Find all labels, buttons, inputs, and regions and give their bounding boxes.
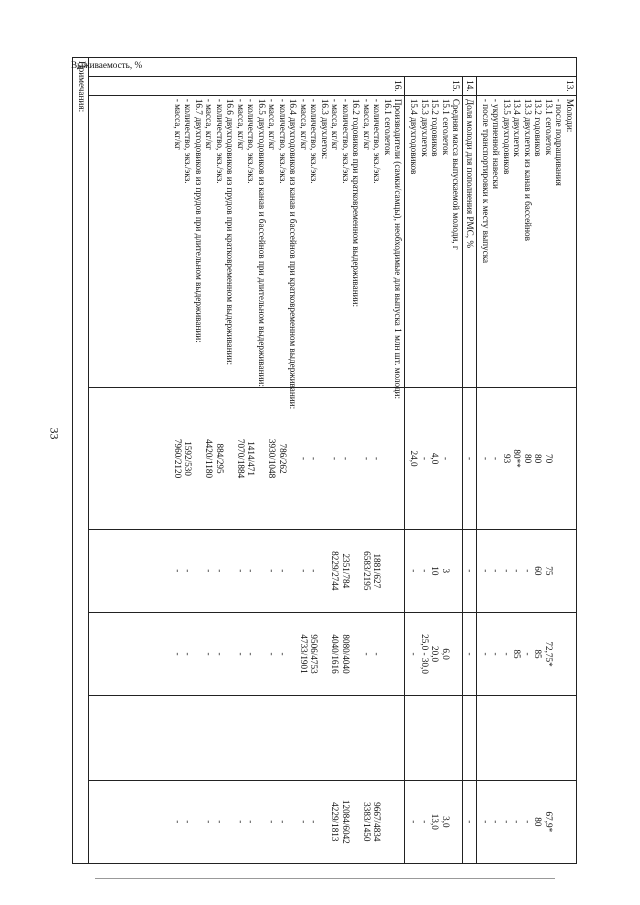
value-line: -	[512, 569, 523, 573]
description-line: - масса, кг/кг	[330, 98, 341, 150]
value-line: 3,0	[441, 816, 451, 828]
value-line	[393, 699, 404, 777]
value-line	[257, 533, 268, 609]
value-line: -	[183, 820, 194, 824]
value-line	[554, 616, 565, 692]
value-cell-col-4	[463, 696, 477, 781]
value-line: -	[215, 569, 225, 573]
value-line: -	[204, 820, 215, 824]
value-line: 80**	[512, 449, 523, 468]
value-line: 93	[502, 453, 512, 464]
value-line	[351, 391, 362, 525]
value-line: 4733/1901	[299, 634, 309, 674]
value-line: 60	[533, 566, 544, 576]
row-description	[89, 95, 406, 410]
value-line	[194, 784, 205, 860]
value-line: -	[341, 457, 351, 461]
value-line: -	[491, 820, 502, 824]
value-line: 72,75*	[544, 641, 554, 667]
value-line	[481, 699, 492, 777]
value-line: -	[420, 569, 430, 573]
description-line: - масса, кг/кг	[299, 98, 309, 150]
description-line: 13.5 двухгодовиков	[502, 98, 512, 175]
value-line	[309, 699, 320, 777]
value-line	[362, 699, 373, 777]
value-line	[393, 391, 404, 525]
value-line: -	[512, 820, 523, 824]
value-line: -	[409, 820, 420, 824]
value-line	[320, 784, 331, 860]
value-line: -	[523, 820, 533, 824]
value-line	[246, 699, 257, 777]
row-description	[477, 95, 577, 388]
value-line	[512, 699, 523, 777]
value-line: 70	[544, 453, 554, 464]
value-line	[194, 391, 205, 525]
description-line: 13.2 годовиков	[533, 98, 544, 157]
value-line	[451, 699, 462, 777]
value-line	[351, 699, 362, 777]
value-line: 4229/1813	[330, 802, 341, 842]
value-line	[194, 699, 205, 777]
value-line: -	[502, 820, 512, 824]
table-row	[477, 58, 577, 864]
value-line: -	[372, 652, 383, 656]
value-line	[565, 391, 576, 525]
value-line: 3930/1048	[267, 438, 278, 479]
description-line: - количество, экз./экз.	[309, 98, 320, 184]
value-line	[351, 616, 362, 692]
rotated-table-block	[72, 57, 577, 864]
description-line: 16.6 двухгодовиков из прудов при кратковременном выдерживании:	[225, 98, 236, 366]
value-cell-col-1	[405, 388, 463, 529]
value-line: 3383/1450	[362, 802, 372, 842]
value-cell-col-5	[405, 780, 463, 863]
value-cell-col-4	[89, 696, 406, 781]
value-line	[451, 533, 462, 609]
value-line	[372, 699, 383, 777]
description-line: - масса, кг/кг	[362, 98, 372, 150]
value-line	[267, 699, 278, 777]
value-line	[173, 699, 184, 777]
value-line	[320, 699, 331, 777]
value-line: -	[246, 652, 257, 656]
value-line	[288, 699, 299, 777]
value-line	[225, 699, 236, 777]
value-line	[257, 616, 268, 692]
value-line: 786/262	[278, 443, 288, 474]
value-line	[236, 699, 247, 777]
description-line: Доля молоди для пополнения РМС, %	[465, 98, 475, 249]
value-line: -	[183, 569, 194, 573]
description-line: - количество, экз./экз.	[215, 98, 225, 184]
value-line	[554, 784, 565, 860]
description-line: - укрупненной навески	[491, 98, 502, 189]
row-number: 16.	[89, 76, 406, 95]
value-line	[225, 616, 236, 692]
notes-row	[73, 58, 89, 864]
value-line	[523, 699, 534, 777]
value-line	[183, 699, 194, 777]
value-line: 6583/2195	[362, 551, 372, 591]
value-line: -	[246, 820, 257, 824]
value-line	[215, 699, 226, 777]
value-line: 67,9*	[544, 811, 554, 833]
value-line	[465, 699, 476, 777]
value-line: -	[236, 652, 246, 656]
value-line: -	[481, 652, 491, 656]
value-line: 1592/530	[183, 441, 194, 476]
value-line	[565, 616, 576, 692]
value-line: 7070/1884	[236, 438, 246, 479]
value-line: -	[465, 652, 475, 656]
value-line: 80	[523, 453, 533, 464]
description-line: 16.1 сеголеток	[383, 98, 393, 156]
value-line	[533, 699, 544, 777]
value-line: 24,0	[409, 450, 420, 467]
value-line	[393, 784, 404, 860]
row-description	[405, 95, 463, 388]
value-line: -	[481, 569, 491, 573]
value-line	[288, 784, 299, 860]
value-line	[393, 616, 404, 692]
value-line	[194, 533, 205, 609]
value-line: -	[309, 820, 320, 824]
description-line: - количество, экз./экз.	[246, 98, 257, 184]
value-line: -	[491, 569, 502, 573]
description-line: 16.4 двухгодовиков из канав и бассейнов при кратковременном выдерживании:	[288, 98, 299, 410]
value-line: -	[409, 652, 420, 656]
description-line: 13.4 двухлеток	[512, 98, 523, 157]
description-line: - количество, экз./экз.	[372, 98, 383, 184]
value-line	[257, 391, 268, 525]
value-line	[430, 699, 441, 777]
row-number: 13.	[477, 76, 577, 95]
value-line: 6,0	[441, 648, 451, 660]
value-line	[330, 699, 341, 777]
value-line	[351, 533, 362, 609]
value-line: -	[278, 652, 288, 656]
value-line	[257, 699, 268, 777]
value-line: -	[267, 652, 278, 656]
value-line	[409, 699, 420, 777]
value-line: -	[246, 569, 257, 573]
description-line: 15.1 сеголеток	[441, 98, 451, 156]
value-line: -	[481, 457, 491, 461]
table-row	[405, 58, 463, 864]
footer-rule	[95, 878, 555, 879]
value-line: -	[465, 569, 475, 573]
value-cell-col-2	[477, 529, 577, 612]
value-line	[383, 391, 394, 525]
value-cell-col-1	[477, 388, 577, 529]
value-line: -	[502, 569, 512, 573]
description-line: Производители (самки/самцы), необходимые для выпуска 1 млн шт. молоди:	[393, 98, 404, 400]
value-cell-col-4	[405, 696, 463, 781]
description-line: - после подращивания	[554, 98, 565, 186]
value-line: -	[299, 569, 309, 573]
value-line	[299, 699, 310, 777]
value-line: 10	[430, 566, 441, 576]
description-line: 16.7 двухгодовиков из прудов при длительном выдерживании:	[194, 98, 204, 343]
description-line: - количество, экз./экз.	[341, 98, 351, 184]
description-line: - масса, кг/кг	[236, 98, 246, 150]
value-line	[383, 533, 394, 609]
value-line: -	[278, 569, 288, 573]
value-line: -	[267, 820, 278, 824]
value-line	[383, 616, 394, 692]
value-line: -	[523, 569, 533, 573]
value-line	[502, 699, 513, 777]
description-line: 16.5 двухгодовиков из канав и бассейнов при длительном выдерживании:	[257, 98, 267, 387]
value-line	[225, 391, 236, 525]
value-line: 8080/4040	[341, 634, 351, 674]
value-line: 1414/471	[246, 441, 257, 476]
value-line	[383, 784, 394, 860]
value-line	[225, 533, 236, 609]
table-row	[463, 58, 477, 864]
value-line: -	[278, 820, 288, 824]
value-line: 4,0	[430, 452, 441, 465]
value-line	[565, 533, 576, 609]
value-line: -	[215, 652, 225, 656]
value-line: -	[204, 652, 215, 656]
value-line: -	[523, 652, 533, 656]
value-line	[225, 784, 236, 860]
value-line	[278, 699, 289, 777]
value-line	[351, 784, 362, 860]
value-line: 12084/6042	[341, 799, 351, 844]
value-line	[544, 699, 555, 777]
notes-label: Примечания:	[73, 58, 89, 864]
value-line: -	[173, 820, 183, 824]
description-line: 13.3 двухлеток из канав и бассейнов	[523, 98, 533, 241]
value-line	[554, 391, 565, 525]
value-line: -	[299, 820, 309, 824]
value-line: 4040/1616	[330, 634, 341, 674]
description-line: 15.2 годовиков	[430, 98, 441, 157]
value-line: 25,0 - 30,0	[420, 634, 430, 674]
value-line	[194, 616, 205, 692]
description-line: 15.4 двухгодовиков	[409, 98, 420, 175]
value-cell-col-2	[463, 529, 477, 612]
value-line: -	[502, 652, 512, 656]
description-line: 15.3 двухлеток	[420, 98, 430, 157]
value-line: -	[330, 457, 341, 461]
value-line: -	[420, 820, 430, 824]
data-table	[72, 57, 577, 864]
value-line: 80	[533, 453, 544, 464]
value-cell-col-3	[89, 612, 406, 695]
value-line: -	[420, 457, 430, 461]
value-line	[441, 699, 452, 777]
value-line	[491, 699, 502, 777]
row-number: 14.	[463, 76, 477, 95]
table-row	[89, 58, 406, 864]
value-cell-col-3	[477, 612, 577, 695]
value-line: 9667/4834	[372, 802, 383, 842]
value-cell-col-2	[89, 529, 406, 612]
value-line	[341, 699, 352, 777]
value-line	[257, 784, 268, 860]
value-line	[554, 699, 565, 777]
value-line	[383, 699, 394, 777]
value-cell-col-5	[89, 780, 406, 863]
row-description	[463, 95, 477, 388]
description-line: 16.3 двухлеток:	[320, 98, 330, 160]
row-number: 15.	[405, 76, 463, 95]
value-line: 85	[512, 649, 523, 659]
value-line: -	[183, 652, 194, 656]
description-line: - после транспортировки к месту выпуска	[481, 98, 491, 264]
description-line: - масса, кг/кг	[173, 98, 183, 150]
value-line: -	[465, 457, 475, 461]
value-line	[320, 533, 331, 609]
value-line: 8229/2744	[330, 551, 341, 591]
value-line: -	[409, 569, 420, 573]
page-number: 33	[47, 427, 62, 440]
value-cell-col-5	[477, 780, 577, 863]
value-line	[420, 699, 431, 777]
value-line	[204, 699, 215, 777]
description-line: 16.2 годовиков при кратковременном выдерживании:	[351, 98, 362, 308]
value-line: -	[362, 652, 372, 656]
value-line: 20,0	[430, 646, 441, 663]
value-line: -	[173, 652, 183, 656]
value-line	[554, 533, 565, 609]
value-line	[288, 616, 299, 692]
value-line: 2351/784	[341, 553, 351, 589]
value-line: 7960/2120	[173, 438, 183, 479]
value-line	[393, 533, 404, 609]
value-line: 9506/4753	[309, 634, 320, 674]
description-line: - масса, кг/кг	[204, 98, 215, 150]
description-line: - масса, кг/кг	[267, 98, 278, 150]
value-line	[320, 616, 331, 692]
side-label: Выживаемость, %	[71, 60, 143, 70]
value-cell-col-4	[477, 696, 577, 781]
value-line: -	[481, 820, 491, 824]
value-line: -	[309, 457, 320, 461]
value-line: -	[236, 820, 246, 824]
value-cell-col-1	[89, 388, 406, 529]
value-line	[451, 391, 462, 525]
description-line: - количество, экз./экз.	[278, 98, 288, 184]
value-line: -	[362, 457, 372, 461]
description-line: Средняя масса выпускаемой молоди, г	[451, 98, 462, 250]
value-line	[320, 391, 331, 525]
value-line	[565, 784, 576, 860]
description-line: Молоди:	[565, 98, 575, 133]
value-line: -	[236, 569, 246, 573]
value-line: 13,0	[430, 813, 441, 830]
value-line: 1881/627	[372, 553, 383, 589]
value-line: -	[491, 457, 502, 461]
value-line: 3	[441, 568, 451, 574]
value-line	[565, 699, 576, 777]
value-line: -	[299, 457, 309, 461]
value-cell-col-3	[405, 612, 463, 695]
description-line: - количество, экз./экз.	[183, 98, 194, 184]
value-line: -	[465, 820, 475, 824]
value-line: 80	[533, 817, 544, 827]
value-line: -	[441, 457, 451, 461]
value-line: -	[309, 569, 320, 573]
value-line: -	[372, 457, 383, 461]
value-line: -	[215, 820, 225, 824]
value-cell-col-2	[405, 529, 463, 612]
value-cell-col-5	[463, 780, 477, 863]
value-line: -	[491, 652, 502, 656]
value-line: 884/295	[215, 443, 225, 474]
side-label-cell	[71, 58, 577, 77]
value-cell-col-3	[463, 612, 477, 695]
description-line: 13.1 сеголеток	[544, 98, 554, 156]
value-line: -	[267, 569, 278, 573]
value-line: 75	[544, 566, 554, 576]
value-line: 4420/1180	[204, 439, 215, 479]
value-line: -	[204, 569, 215, 573]
value-line	[288, 391, 299, 525]
value-line: -	[173, 569, 183, 573]
value-cell-col-1	[463, 388, 477, 529]
value-line	[288, 533, 299, 609]
value-line: 85	[533, 649, 544, 659]
value-line	[451, 784, 462, 860]
value-line	[451, 616, 462, 692]
